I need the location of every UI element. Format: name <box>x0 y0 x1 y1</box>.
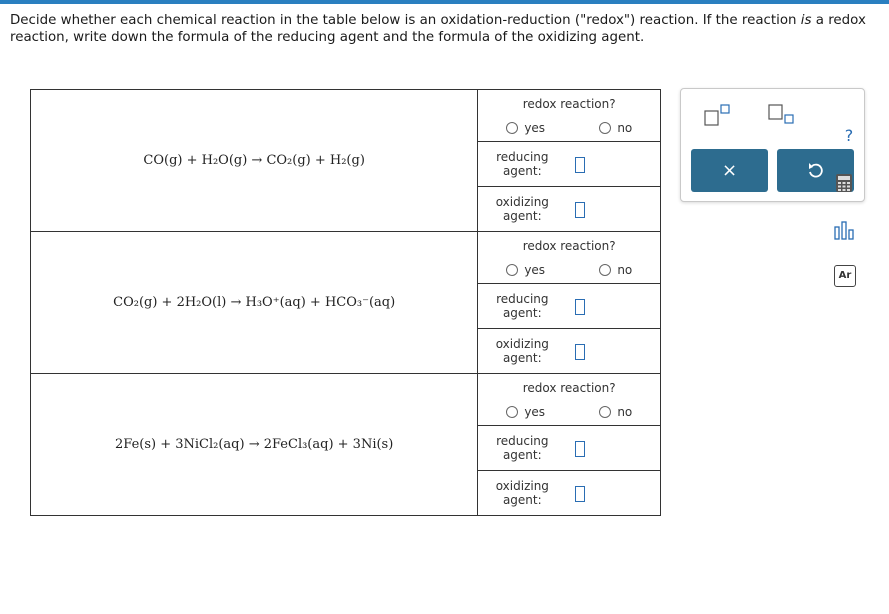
redox-question-label: redox reaction? <box>522 97 616 111</box>
redox-no-option[interactable]: no <box>599 121 632 135</box>
undo-icon <box>806 161 826 181</box>
table-row <box>31 232 661 374</box>
oxidizing-agent-input[interactable] <box>575 202 585 218</box>
oxidizing-agent-input[interactable] <box>575 486 585 502</box>
top-accent-bar <box>0 0 889 4</box>
reducing-agent-input[interactable] <box>575 157 585 173</box>
redox-yes-option[interactable]: yes <box>506 263 545 277</box>
subscript-icon[interactable] <box>765 103 799 127</box>
reducing-agent-label: reducing agent: <box>496 150 549 178</box>
clear-button[interactable]: × <box>691 149 768 192</box>
reducing-agent-input[interactable] <box>575 299 585 315</box>
superscript-icon[interactable] <box>701 103 735 127</box>
reducing-agent-label: reducing agent: <box>496 434 549 462</box>
redox-no-option[interactable]: no <box>599 263 632 277</box>
help-button[interactable]: ? <box>844 126 854 145</box>
reducing-agent-label: reducing agent: <box>496 292 549 320</box>
redox-question-label: redox reaction? <box>522 381 616 395</box>
redox-yes-option[interactable]: yes <box>506 405 545 419</box>
redox-yes-option[interactable]: yes <box>506 121 545 135</box>
no-radio[interactable] <box>599 406 611 418</box>
question-prompt: Decide whether each chemical reaction in the table below is an oxidation-reduction ("redox") reaction. If the reaction is a redox reaction, write down the formula of the reducing agent and the formula of the oxidizing agent. <box>10 13 866 45</box>
reactions-table <box>30 89 661 516</box>
periodic-table-icon[interactable]: Ar <box>834 265 856 287</box>
reaction-equation: CO₂(g) + 2H₂O(l) → H₃O⁺(aq) + HCO₃⁻(aq) <box>31 232 478 374</box>
no-radio[interactable] <box>599 264 611 276</box>
yes-radio[interactable] <box>506 264 518 276</box>
oxidizing-agent-input[interactable] <box>575 344 585 360</box>
redox-question-label: redox reaction? <box>522 239 616 253</box>
oxidizing-agent-label: oxidizing agent: <box>495 479 549 507</box>
table-row <box>31 90 661 232</box>
reaction-equation: 2Fe(s) + 3NiCl₂(aq) → 2FeCl₃(aq) + 3Ni(s) <box>31 374 478 516</box>
chart-icon[interactable] <box>832 219 856 241</box>
reaction-equation: CO(g) + H₂O(g) → CO₂(g) + H₂(g) <box>31 90 478 232</box>
calculator-icon[interactable] <box>834 173 854 193</box>
oxidizing-agent-label: oxidizing agent: <box>495 337 549 365</box>
reducing-agent-input[interactable] <box>575 441 585 457</box>
table-row <box>31 374 661 516</box>
oxidizing-agent-label: oxidizing agent: <box>495 195 549 223</box>
redox-no-option[interactable]: no <box>599 405 632 419</box>
no-radio[interactable] <box>599 122 611 134</box>
yes-radio[interactable] <box>506 122 518 134</box>
yes-radio[interactable] <box>506 406 518 418</box>
